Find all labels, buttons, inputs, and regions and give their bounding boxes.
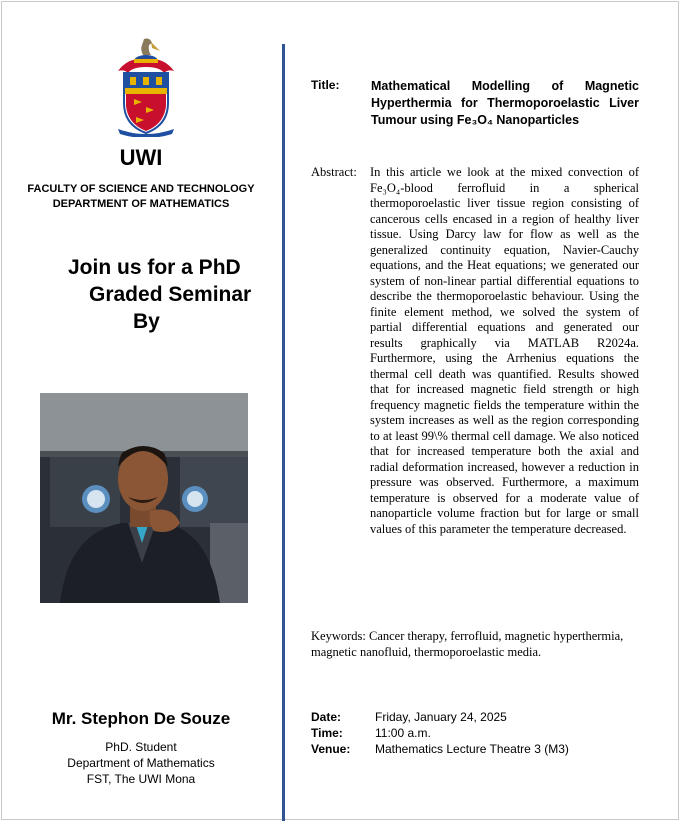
keywords-label: Keywords: xyxy=(311,629,366,643)
venue-label: Venue: xyxy=(311,742,351,756)
date-value: Friday, January 24, 2025 xyxy=(375,710,507,724)
presenter-details xyxy=(0,739,282,787)
invite-line-3: By xyxy=(133,310,160,333)
presenter-affiliation: FST, The UWI Mona xyxy=(86,772,196,786)
abstract-label: Abstract: xyxy=(311,165,357,179)
presenter-name: Mr. Stephon De Souze xyxy=(51,709,231,728)
uwi-crest-logo xyxy=(110,37,182,137)
date-label: Date: xyxy=(311,710,342,724)
title-label: Title: xyxy=(311,78,340,92)
presenter-photo xyxy=(40,393,248,603)
keywords xyxy=(311,628,646,660)
department-name: DEPARTMENT OF MATHEMATICS xyxy=(52,198,230,210)
venue-value: Mathematics Lecture Theatre 3 (M3) xyxy=(375,742,569,756)
presenter-department: Department of Mathematics xyxy=(67,756,215,770)
seminar-title: Mathematical Modelling of Magnetic Hyperthermia for Thermoporoelastic Liver Tumour using Fe₃O₄ Nanoparticles xyxy=(371,79,639,127)
invite-line-2: Graded Seminar xyxy=(89,283,252,306)
university-name: UWI xyxy=(119,145,163,170)
time-value: 11:00 a.m. xyxy=(375,726,431,740)
faculty-heading xyxy=(0,182,282,212)
column-divider xyxy=(282,44,285,821)
invite-line-1: Join us for a PhD xyxy=(68,256,241,279)
faculty-name: FACULTY OF SCIENCE AND TECHNOLOGY xyxy=(27,183,255,195)
time-label: Time: xyxy=(311,726,343,740)
keywords-text: Cancer therapy, ferrofluid, magnetic hyperthermia, magnetic nanofluid, thermoporoelastic media. xyxy=(311,629,624,659)
presenter-role: PhD. Student xyxy=(105,740,177,754)
abstract-text: In this article we look at the mixed convection of Fe₃O₄-blood ferrofluid in a spherical thermoporoelastic liver tissue region consisting of cancerous cells encased in a region of healthy liver tissue. Using Darcy law for flow as well as the generalized continuity equation, Navier-Cauchy equations, and the Heat equations; we generated our system of non-linear partial differential equations to describe the thermoporoelastic behaviour. Using the finite element method, we solved the system of partial differential equations and generated our results graphically via MATLAB R2024a. Furthermore, using the Arrhenius equations the thermal cell death was quantified. Results showed that for increased magnetic field strength or high frequency magnetic fields the temperature within the system increases as well as the region corresponding to at least 99\% thermal cell damage. We also noticed that for increased temperature both the axial and radial deformation increased, however a reduction in pressure was observed. Furthermore, a maximum temperature is observed for a moderate value of nanoparticle volume fraction but for large or small values of this parameter the temperature decreased. xyxy=(370,165,639,536)
